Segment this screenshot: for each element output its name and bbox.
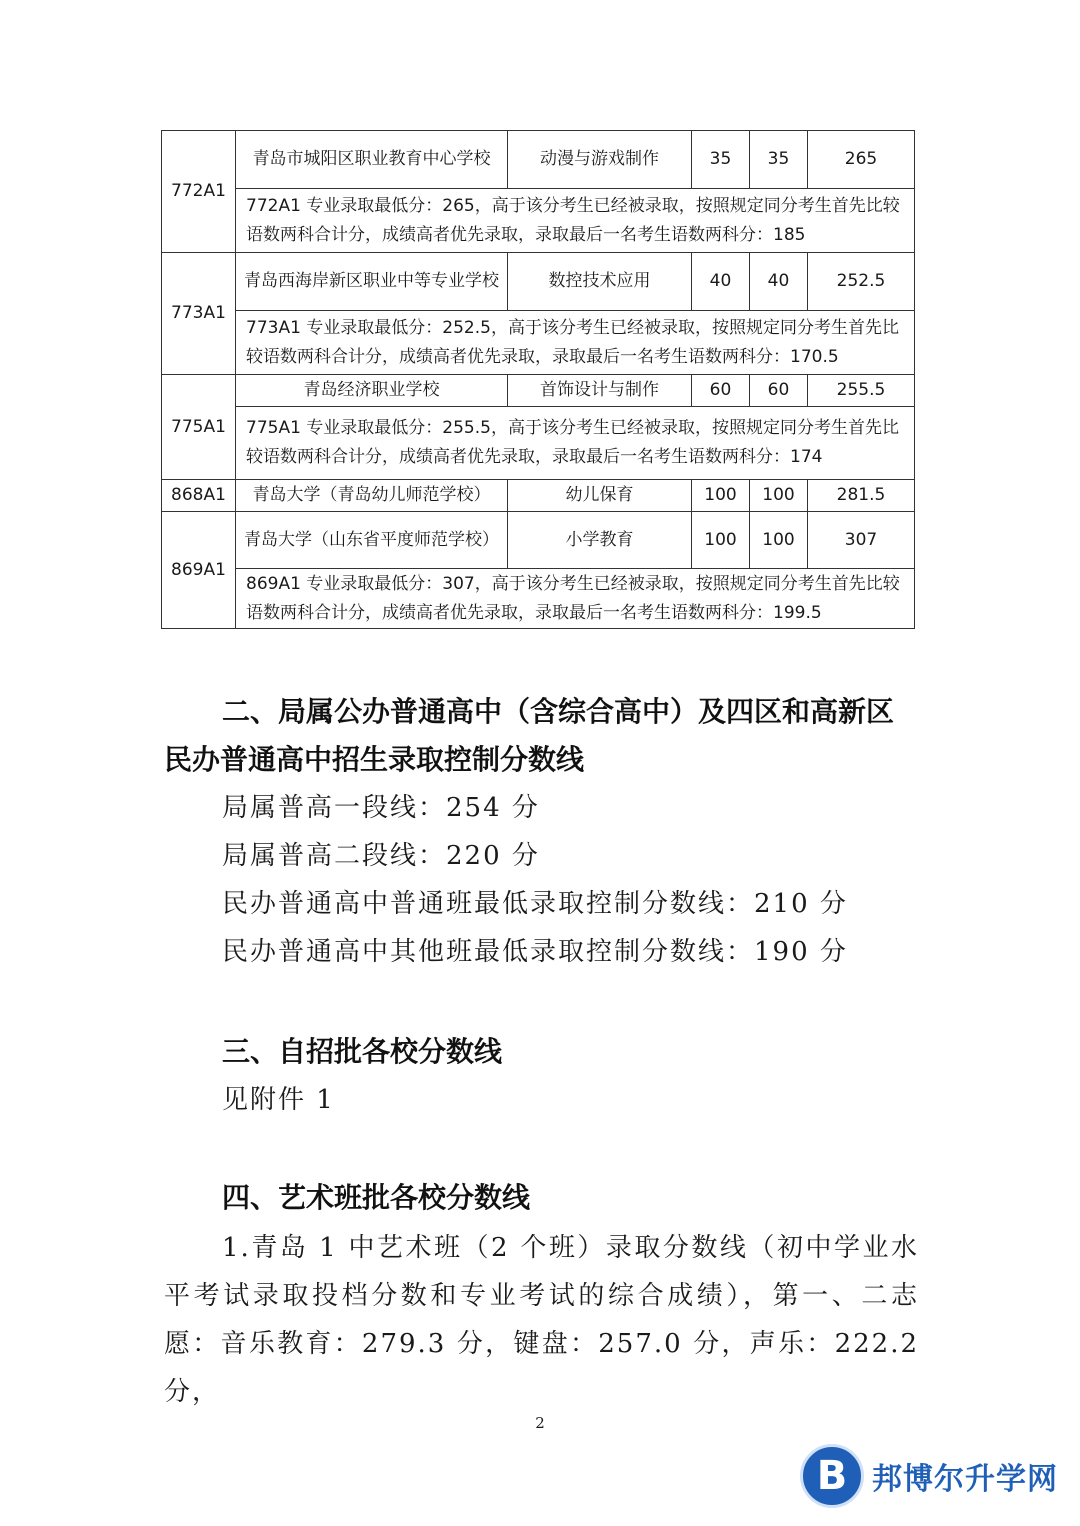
min-score-cell: 265: [808, 131, 915, 189]
note-cell: 775A1 专业录取最低分：255.5，高于该分考生已经被录取，按照规定同分考生首先比较语数两科合计分，成绩高者优先录取，录取最后一名考生语数两科分：174: [236, 407, 915, 480]
table-row: [162, 480, 915, 512]
school-cell: 青岛经济职业学校: [236, 375, 508, 407]
plan-cell: 60: [692, 375, 750, 407]
section3-heading: 三、自招批各校分数线: [222, 1035, 503, 1068]
school-cell: 青岛大学（山东省平度师范学校）: [236, 512, 508, 569]
major-code-cell: 868A1: [162, 480, 236, 512]
major-code-cell: 772A1: [162, 131, 236, 253]
plan-cell: 100: [692, 480, 750, 512]
note-cell: 869A1 专业录取最低分：307，高于该分考生已经被录取，按照规定同分考生首先比较语数两科合计分，成绩高者优先录取，录取最后一名考生语数两科分：199.5: [236, 569, 915, 629]
watermark-logo-icon: B: [800, 1444, 864, 1508]
min-score-cell: 281.5: [808, 480, 915, 512]
section2-line: 民办普通高中其他班最低录取控制分数线：190 分: [222, 937, 848, 967]
note-cell: 773A1 专业录取最低分：252.5，高于该分考生已经被录取，按照规定同分考生首先比较语数两科合计分，成绩高者优先录取，录取最后一名考生语数两科分：170.5: [236, 311, 915, 375]
table-row: [162, 407, 915, 480]
school-cell: 青岛西海岸新区职业中等专业学校: [236, 253, 508, 311]
min-score-cell: 255.5: [808, 375, 915, 407]
min-score-cell: 252.5: [808, 253, 915, 311]
section2-line: 局属普高一段线：254 分: [222, 793, 540, 823]
admitted-cell: 100: [750, 512, 808, 569]
table-row: [162, 311, 915, 375]
table-row: [162, 375, 915, 407]
major-cell: 小学教育: [508, 512, 692, 569]
watermark-text: 邦博尔升学网: [872, 1462, 1058, 1497]
plan-cell: 100: [692, 512, 750, 569]
major-cell: 动漫与游戏制作: [508, 131, 692, 189]
admitted-cell: 60: [750, 375, 808, 407]
major-code-cell: 773A1: [162, 253, 236, 375]
section2-line: 局属普高二段线：220 分: [222, 841, 540, 871]
school-cell: 青岛市城阳区职业教育中心学校: [236, 131, 508, 189]
table-row: [162, 512, 915, 569]
plan-cell: 35: [692, 131, 750, 189]
table-row: [162, 253, 915, 311]
table-row: [162, 569, 915, 629]
school-cell: 青岛大学（青岛幼儿师范学校）: [236, 480, 508, 512]
watermark: [800, 1444, 1058, 1508]
table-row: [162, 189, 915, 253]
page-number: 2: [535, 1414, 545, 1432]
plan-cell: 40: [692, 253, 750, 311]
admission-score-table: [161, 130, 915, 629]
admitted-cell: 40: [750, 253, 808, 311]
table-row: [162, 131, 915, 189]
major-cell: 首饰设计与制作: [508, 375, 692, 407]
note-cell: 772A1 专业录取最低分：265，高于该分考生已经被录取，按照规定同分考生首先比较语数两科合计分，成绩高者优先录取，录取最后一名考生语数两科分：185: [236, 189, 915, 253]
section4-paragraph: 1.青岛 1 中艺术班（2 个班）录取分数线（初中学业水平考试录取投档分数和专业考试的综合成绩），第一、二志愿：音乐教育：279.3 分，键盘：257.0 分，声乐：222.2 分，: [164, 1233, 919, 1407]
major-cell: 幼儿保育: [508, 480, 692, 512]
major-cell: 数控技术应用: [508, 253, 692, 311]
section2-heading: 二、局属公办普通高中（含综合高中）及四区和高新区民办普通高中招生录取控制分数线: [164, 695, 895, 776]
section2-line: 民办普通高中普通班最低录取控制分数线：210 分: [222, 889, 848, 919]
admitted-cell: 100: [750, 480, 808, 512]
admitted-cell: 35: [750, 131, 808, 189]
section4-heading: 四、艺术班批各校分数线: [222, 1181, 531, 1214]
min-score-cell: 307: [808, 512, 915, 569]
major-code-cell: 775A1: [162, 375, 236, 480]
major-code-cell: 869A1: [162, 512, 236, 629]
section3-text: 见附件 1: [222, 1085, 335, 1115]
